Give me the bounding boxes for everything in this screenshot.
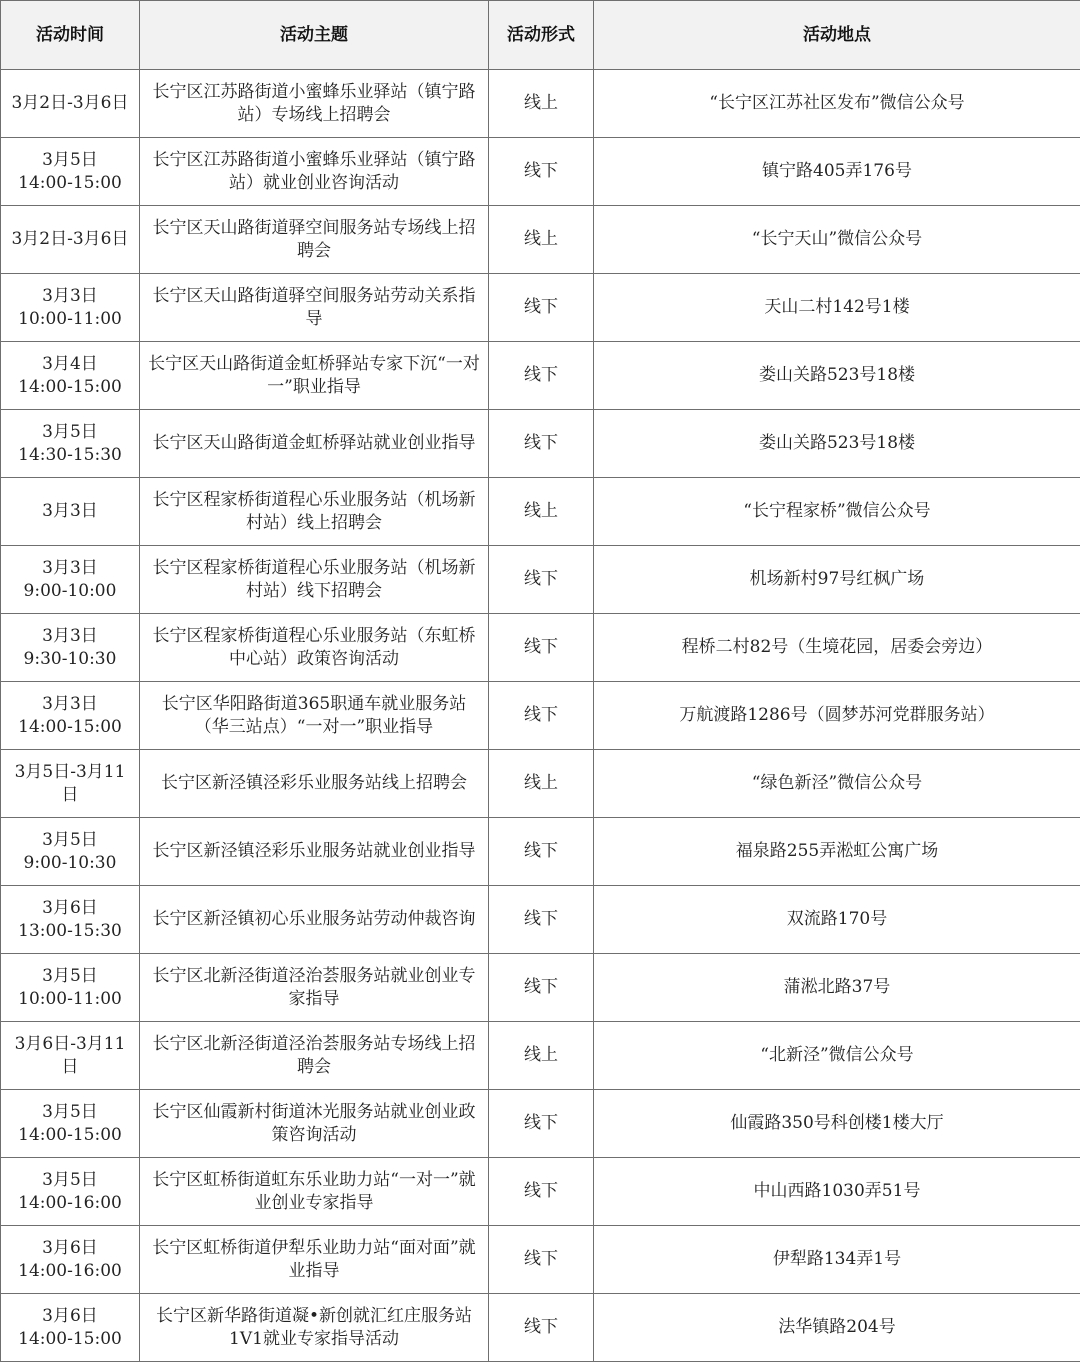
cell-format: 线上 [489,70,594,138]
cell-format: 线下 [489,614,594,682]
cell-topic: 长宁区天山路街道金虹桥驿站就业创业指导 [140,410,489,478]
cell-topic: 长宁区华阳路街道365职通车就业服务站（华三站点）“一对一”职业指导 [140,682,489,750]
cell-format: 线下 [489,342,594,410]
table-row [1,546,1080,614]
cell-format: 线下 [489,138,594,206]
cell-topic: 长宁区程家桥街道程心乐业服务站（机场新村站）线上招聘会 [140,478,489,546]
cell-format: 线下 [489,682,594,750]
cell-format: 线上 [489,206,594,274]
cell-time: 3月5日 10:00-11:00 [1,954,140,1022]
cell-format: 线下 [489,1226,594,1294]
header-location: 活动地点 [594,1,1080,70]
cell-location: 娄山关路523号18楼 [594,342,1080,410]
cell-topic: 长宁区江苏路街道小蜜蜂乐业驿站（镇宁路站）专场线上招聘会 [140,70,489,138]
table-row [1,614,1080,682]
cell-time: 3月6日 14:00-16:00 [1,1226,140,1294]
header-topic: 活动主题 [140,1,489,70]
cell-location: “北新泾”微信公众号 [594,1022,1080,1090]
cell-location: 法华镇路204号 [594,1294,1080,1362]
cell-format: 线上 [489,750,594,818]
cell-time: 3月3日 9:00-10:00 [1,546,140,614]
table-row [1,750,1080,818]
table-row [1,274,1080,342]
cell-topic: 长宁区仙霞新村街道沐光服务站就业创业政策咨询活动 [140,1090,489,1158]
cell-time: 3月5日 14:00-15:00 [1,138,140,206]
cell-format: 线下 [489,274,594,342]
cell-topic: 长宁区天山路街道金虹桥驿站专家下沉“一对一”职业指导 [140,342,489,410]
table-row [1,478,1080,546]
cell-time: 3月6日 13:00-15:30 [1,886,140,954]
cell-topic: 长宁区程家桥街道程心乐业服务站（机场新村站）线下招聘会 [140,546,489,614]
cell-time: 3月6日 14:00-15:00 [1,1294,140,1362]
cell-topic: 长宁区新泾镇泾彩乐业服务站线上招聘会 [140,750,489,818]
cell-format: 线下 [489,1158,594,1226]
cell-time: 3月2日-3月6日 [1,70,140,138]
cell-format: 线下 [489,410,594,478]
cell-format: 线上 [489,478,594,546]
cell-time: 3月2日-3月6日 [1,206,140,274]
cell-location: “长宁天山”微信公众号 [594,206,1080,274]
cell-format: 线下 [489,1090,594,1158]
cell-format: 线下 [489,1294,594,1362]
cell-topic: 长宁区新泾镇初心乐业服务站劳动仲裁咨询 [140,886,489,954]
cell-topic: 长宁区天山路街道驿空间服务站劳动关系指导 [140,274,489,342]
table-row [1,1226,1080,1294]
cell-topic: 长宁区新泾镇泾彩乐业服务站就业创业指导 [140,818,489,886]
cell-topic: 长宁区天山路街道驿空间服务站专场线上招聘会 [140,206,489,274]
table-row [1,1090,1080,1158]
cell-location: 伊犁路134弄1号 [594,1226,1080,1294]
table-row [1,1294,1080,1362]
cell-location: 蒲淞北路37号 [594,954,1080,1022]
cell-location: 福泉路255弄淞虹公寓广场 [594,818,1080,886]
table-header-row [1,1,1080,70]
cell-format: 线下 [489,954,594,1022]
table-row [1,342,1080,410]
cell-time: 3月3日 14:00-15:00 [1,682,140,750]
table-row [1,138,1080,206]
cell-format: 线上 [489,1022,594,1090]
cell-time: 3月3日 10:00-11:00 [1,274,140,342]
table-row [1,206,1080,274]
table-row [1,1022,1080,1090]
cell-time: 3月4日 14:00-15:00 [1,342,140,410]
table-row [1,682,1080,750]
header-format: 活动形式 [489,1,594,70]
cell-location: 万航渡路1286号（圆梦苏河党群服务站） [594,682,1080,750]
cell-location: 天山二村142号1楼 [594,274,1080,342]
cell-format: 线下 [489,818,594,886]
table-row [1,886,1080,954]
table-row [1,70,1080,138]
cell-time: 3月6日-3月11日 [1,1022,140,1090]
cell-time: 3月3日 [1,478,140,546]
table-row [1,954,1080,1022]
table-row [1,1158,1080,1226]
cell-time: 3月5日-3月11日 [1,750,140,818]
cell-format: 线下 [489,546,594,614]
cell-location: 机场新村97号红枫广场 [594,546,1080,614]
cell-location: 娄山关路523号18楼 [594,410,1080,478]
cell-location: 双流路170号 [594,886,1080,954]
table-row [1,410,1080,478]
cell-location: “绿色新泾”微信公众号 [594,750,1080,818]
cell-time: 3月5日 14:30-15:30 [1,410,140,478]
cell-topic: 长宁区北新泾街道泾治荟服务站专场线上招聘会 [140,1022,489,1090]
table-row [1,818,1080,886]
cell-topic: 长宁区新华路街道凝•新创就汇红庄服务站1V1就业专家指导活动 [140,1294,489,1362]
cell-topic: 长宁区北新泾街道泾治荟服务站就业创业专家指导 [140,954,489,1022]
cell-location: “长宁程家桥”微信公众号 [594,478,1080,546]
cell-location: 中山西路1030弄51号 [594,1158,1080,1226]
cell-location: 镇宁路405弄176号 [594,138,1080,206]
cell-time: 3月5日 14:00-15:00 [1,1090,140,1158]
cell-location: “长宁区江苏社区发布”微信公众号 [594,70,1080,138]
cell-location: 仙霞路350号科创楼1楼大厅 [594,1090,1080,1158]
cell-topic: 长宁区虹桥街道虹东乐业助力站“一对一”就业创业专家指导 [140,1158,489,1226]
cell-format: 线下 [489,886,594,954]
cell-topic: 长宁区虹桥街道伊犁乐业助力站“面对面”就业指导 [140,1226,489,1294]
cell-topic: 长宁区程家桥街道程心乐业服务站（东虹桥中心站）政策咨询活动 [140,614,489,682]
cell-topic: 长宁区江苏路街道小蜜蜂乐业驿站（镇宁路站）就业创业咨询活动 [140,138,489,206]
cell-location: 程桥二村82号（生境花园，居委会旁边） [594,614,1080,682]
cell-time: 3月5日 9:00-10:30 [1,818,140,886]
header-time: 活动时间 [1,1,140,70]
cell-time: 3月5日 14:00-16:00 [1,1158,140,1226]
cell-time: 3月3日 9:30-10:30 [1,614,140,682]
